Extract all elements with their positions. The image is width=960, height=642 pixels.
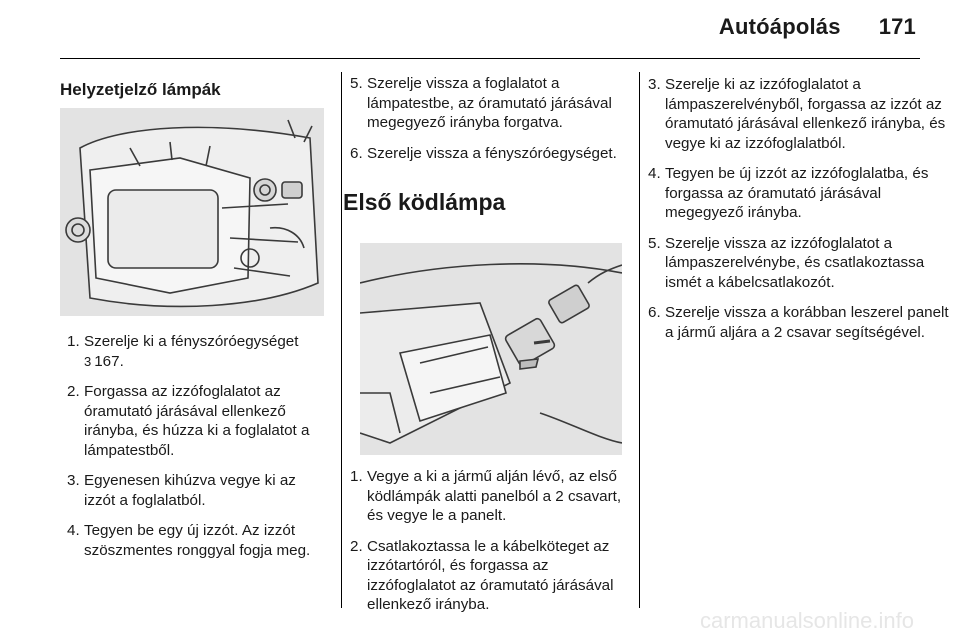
position-lamp-steps (60, 332, 330, 571)
section-title: Autóápolás (718, 14, 841, 39)
fog-lamp-illustration (360, 243, 622, 455)
list-item: 4. Tegyen be egy új izzót. Az izzót szöszmentes ronggyal fogja meg. (67, 522, 311, 559)
list-item: 1. Vegye a ki a jármű alján lévő, az első ködlámpák alatti panelból a 2 csavart, és vegye le a panelt. (350, 468, 622, 524)
column-3 (641, 62, 950, 616)
page-ref-link[interactable]: 167. (94, 352, 124, 370)
page-number: 171 (878, 14, 916, 39)
header-rule (60, 58, 920, 59)
fog-lamp-steps (343, 467, 625, 626)
list-item: 3. Egyenesen kihúzva vegye ki az izzót a foglalatból. (67, 472, 296, 509)
page-ref-arrow-icon: 3 (84, 353, 92, 369)
list-item: 1. Szerelje ki a fényszóróegységet 3 167. (67, 333, 299, 370)
list-item: 4. Tegyen be új izzót az izzófoglalatba, és forgassa az óramutató járásával megegyező irányba. (648, 165, 929, 221)
list-item: 6. Szerelje vissza a fényszóróegységet. (350, 144, 617, 162)
list-item: 5. Szerelje vissza a foglalatot a lámpatestbe, az óramutató járásával megegyező irányba forgatva. (350, 75, 612, 131)
headlamp-illustration (60, 108, 324, 316)
watermark: carmanualsonline.info (699, 608, 914, 633)
position-lamp-steps-continued (343, 74, 625, 163)
fog-lamp-steps-continued (641, 75, 950, 342)
list-item: 2. Csatlakoztassa le a kábelköteget az izzótartóról, és forgassa az izzófoglalatot az óramutató járásával ellenkező irányba. (350, 537, 614, 613)
list-item: 5. Szerelje vissza az izzófoglalatot a lámpaszerelvénybe, és csatlakoztassa ismét a kábelcsatlakozót. (648, 234, 925, 291)
heading-front-fog-lamp: Első ködlámpa (343, 189, 506, 215)
column-divider-1 (341, 72, 342, 608)
list-item: 6. Szerelje vissza a korábban leszerel panelt a jármű aljára a 2 csavar segítségével. (648, 304, 949, 341)
page-header (719, 14, 916, 40)
list-item: 3. Szerelje ki az izzófoglalatot a lámpaszerelvényből, forgassa az izzót az óramutató járásával ellenkező irányba, és vegye ki az izzófoglalatból. (648, 76, 946, 152)
list-item: 2. Forgassa az izzófoglalatot az óramutató járásával ellenkező irányba, és húzza ki a foglalatot a lámpatestből. (67, 383, 310, 459)
column-divider-2 (639, 72, 640, 608)
heading-position-lamps: Helyzetjelző lámpák (60, 80, 221, 99)
